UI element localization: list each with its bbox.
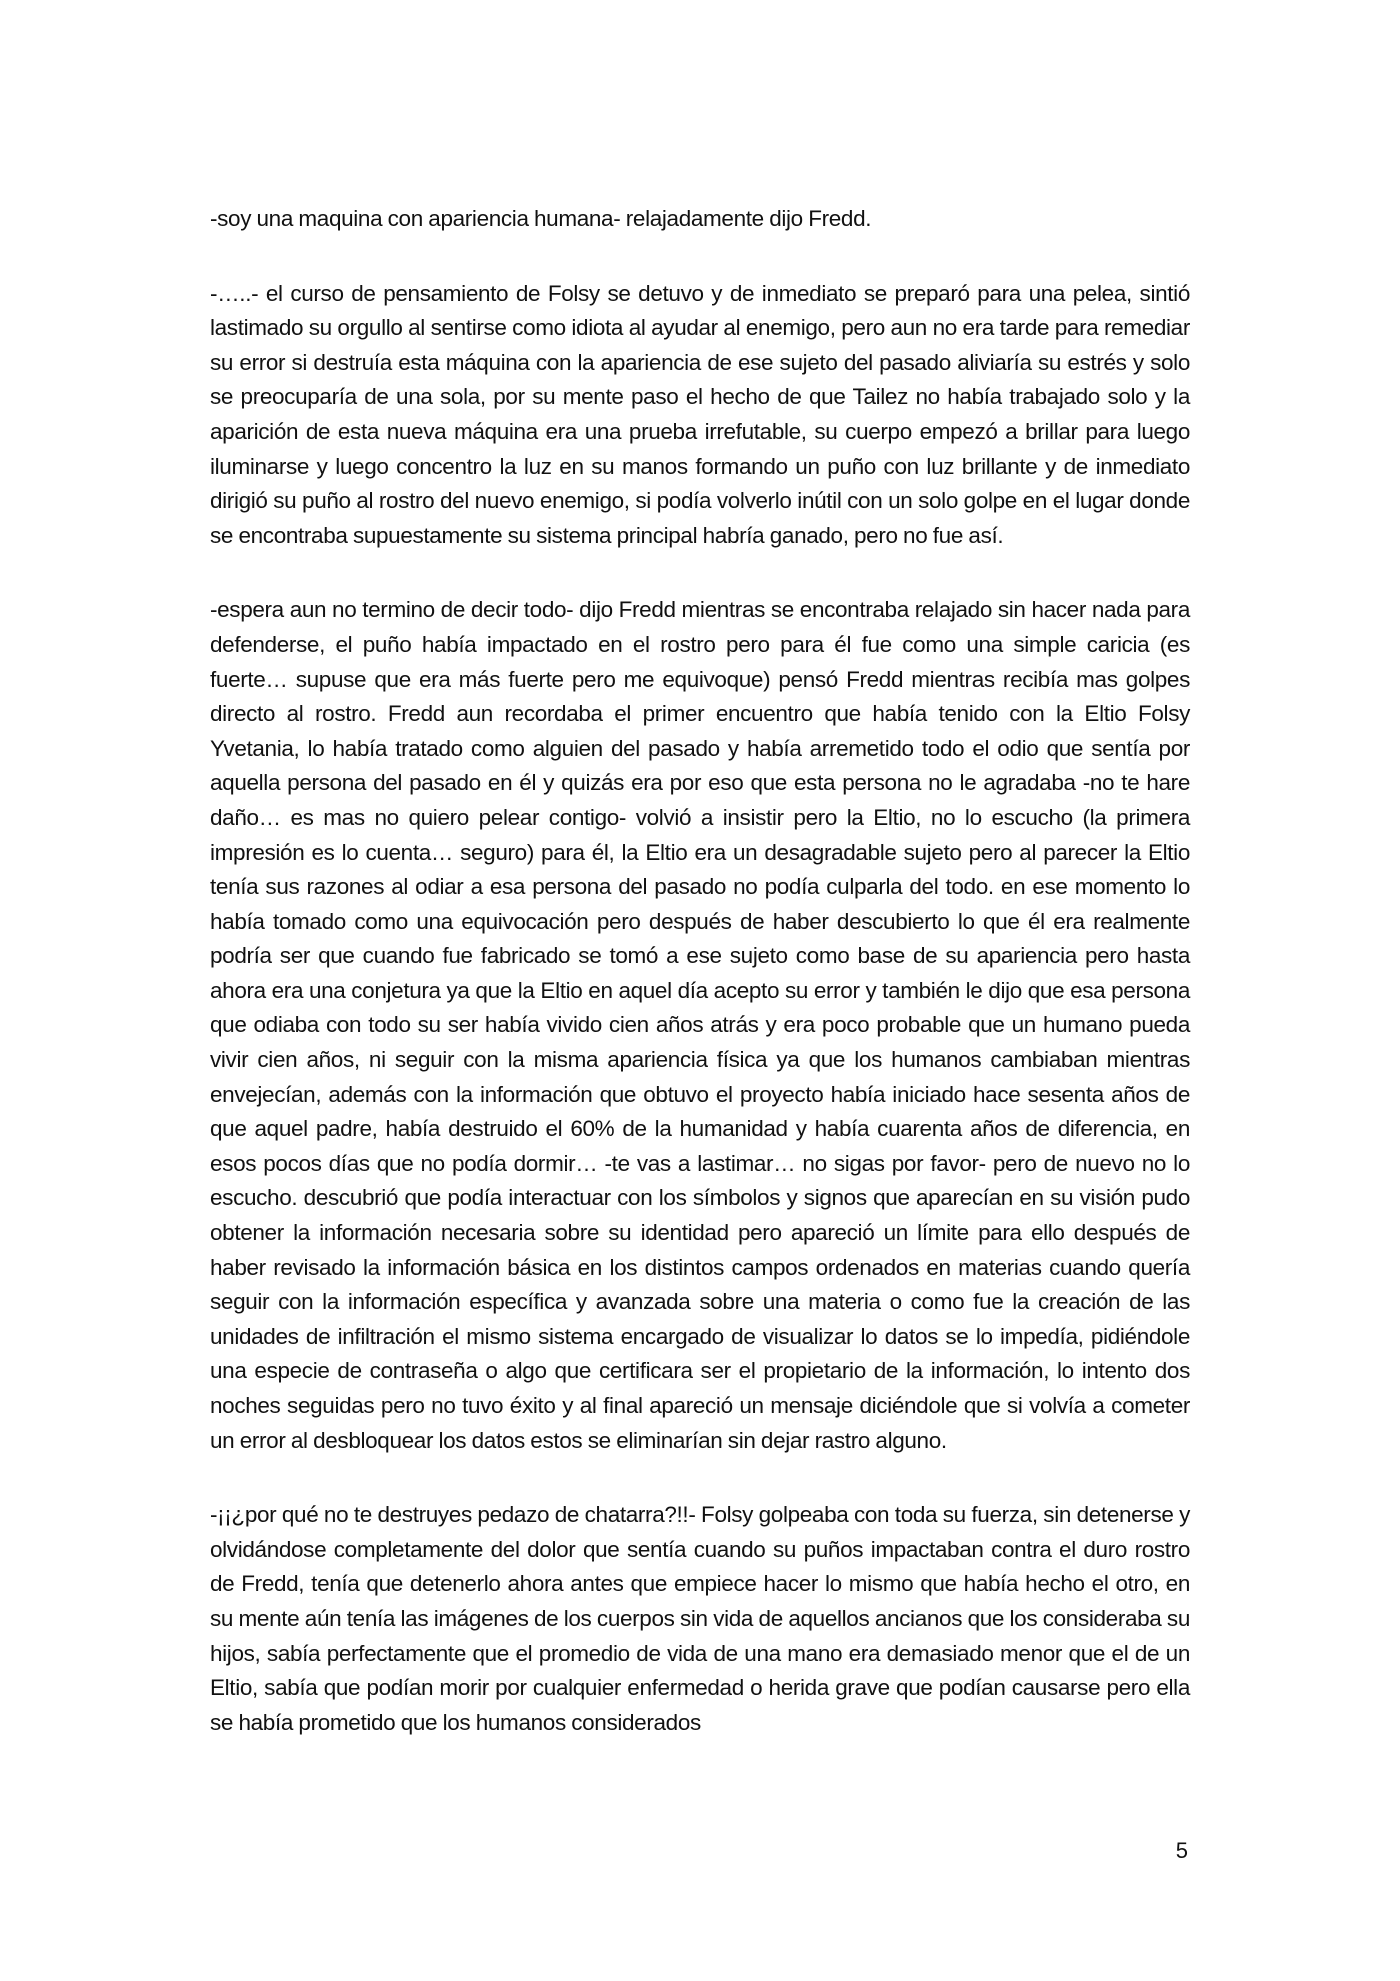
body-text	[210, 202, 1190, 1780]
paragraph-2: -…..- el curso de pensamiento de Folsy se detuvo y de inmediato se preparó para una pelea, sintió lastimado su orgullo al sentirse como idiota al ayudar al enemigo, pero aun no era tarde para remediar su error si destruía esta máquina con la apariencia de ese sujeto del pasado aliviaría su estrés y solo se preocuparía de una sola, por su mente paso el hecho de que Tailez no había trabajado solo y la aparición de esta nueva máquina era una prueba irrefutable, su cuerpo empezó a brillar para luego iluminarse y luego concentro la luz en su manos formando un puño con luz brillante y de inmediato dirigió su puño al rostro del nuevo enemigo, si podía volverlo inútil con un solo golpe en el lugar donde se encontraba supuestamente su sistema principal habría ganado, pero no fue así.	[210, 280, 1190, 548]
paragraph-1: -soy una maquina con apariencia humana- relajadamente dijo Fredd.	[210, 206, 872, 231]
paragraph-3: -espera aun no termino de decir todo- dijo Fredd mientras se encontraba relajado sin hacer nada para defenderse, el puño había impactado en el rostro pero para él fue como una simple caricia (es fuerte… supuse que era más fuerte pero me equivoque) pensó Fredd mientras recibía mas golpes directo al rostro. Fredd aun recordaba el primer encuentro que había tenido con la Eltio Folsy Yvetania, lo había tratado como alguien del pasado y había arremetido todo el odio que sentía por aquella persona del pasado en él y quizás era por eso que esta persona no le agradaba -no te hare daño… es mas no quiero pelear contigo- volvió a insistir pero la Eltio, no lo escucho (la primera impresión es lo cuenta… seguro) para él, la Eltio era un desagradable sujeto pero al parecer la Eltio tenía sus razones al odiar a esa persona del pasado no podía culparla del todo. en ese momento lo había tomado como una equivocación pero después de haber descubierto lo que él era realmente podría ser que cuando fue fabricado se tomó a ese sujeto como base de su apariencia pero hasta ahora era una conjetura ya que la Eltio en aquel día acepto su error y también le dijo que esa persona que odiaba con todo su ser había vivido cien años atrás y era poco probable que un humano pueda vivir cien años, ni seguir con la misma apariencia física ya que los humanos cambiaban mientras envejecían, además con la información que obtuvo el proyecto había iniciado hace sesenta años de que aquel padre, había destruido el 60% de la humanidad y había cuarenta años de diferencia, en esos pocos días que no podía dormir… -te vas a lastimar… no sigas por favor- pero de nuevo no lo escucho. descubrió que podía interactuar con los símbolos y signos que aparecían en su visión pudo obtener la información necesaria sobre su identidad pero apareció un límite para ello después de haber revisado la información básica en los distintos campos ordenados en materias cuando quería seguir con la información específica y avanzada sobre una materia o como fue la creación de las unidades de infiltración el mismo sistema encargado de visualizar lo datos se lo impedía, pidiéndole una especie de contraseña o algo que certificara ser el propietario de la información, lo intento dos noches seguidas pero no tuvo éxito y al final apareció un mensaje diciéndole que si volvía a cometer un error al desbloquear los datos estos se eliminarían sin dejar rastro alguno.	[210, 597, 1190, 1453]
paragraph-4: -¡¡¿por qué no te destruyes pedazo de chatarra?!!- Folsy golpeaba con toda su fuerza, sin detenerse y olvidándose completamente del dolor que sentía cuando su puños impactaban contra el duro rostro de Fredd, tenía que detenerlo ahora antes que empiece hacer lo mismo que había hecho el otro, en su mente aún tenía las imágenes de los cuerpos sin vida de aquellos ancianos que los consideraba su hijos, sabía perfectamente que el promedio de vida de una mano era demasiado menor que el de un Eltio, sabía que podían morir por cualquier enfermedad o herida grave que podían causarse pero ella se había prometido que los humanos considerados	[210, 1502, 1190, 1735]
page-number: 5	[1175, 1838, 1188, 1863]
